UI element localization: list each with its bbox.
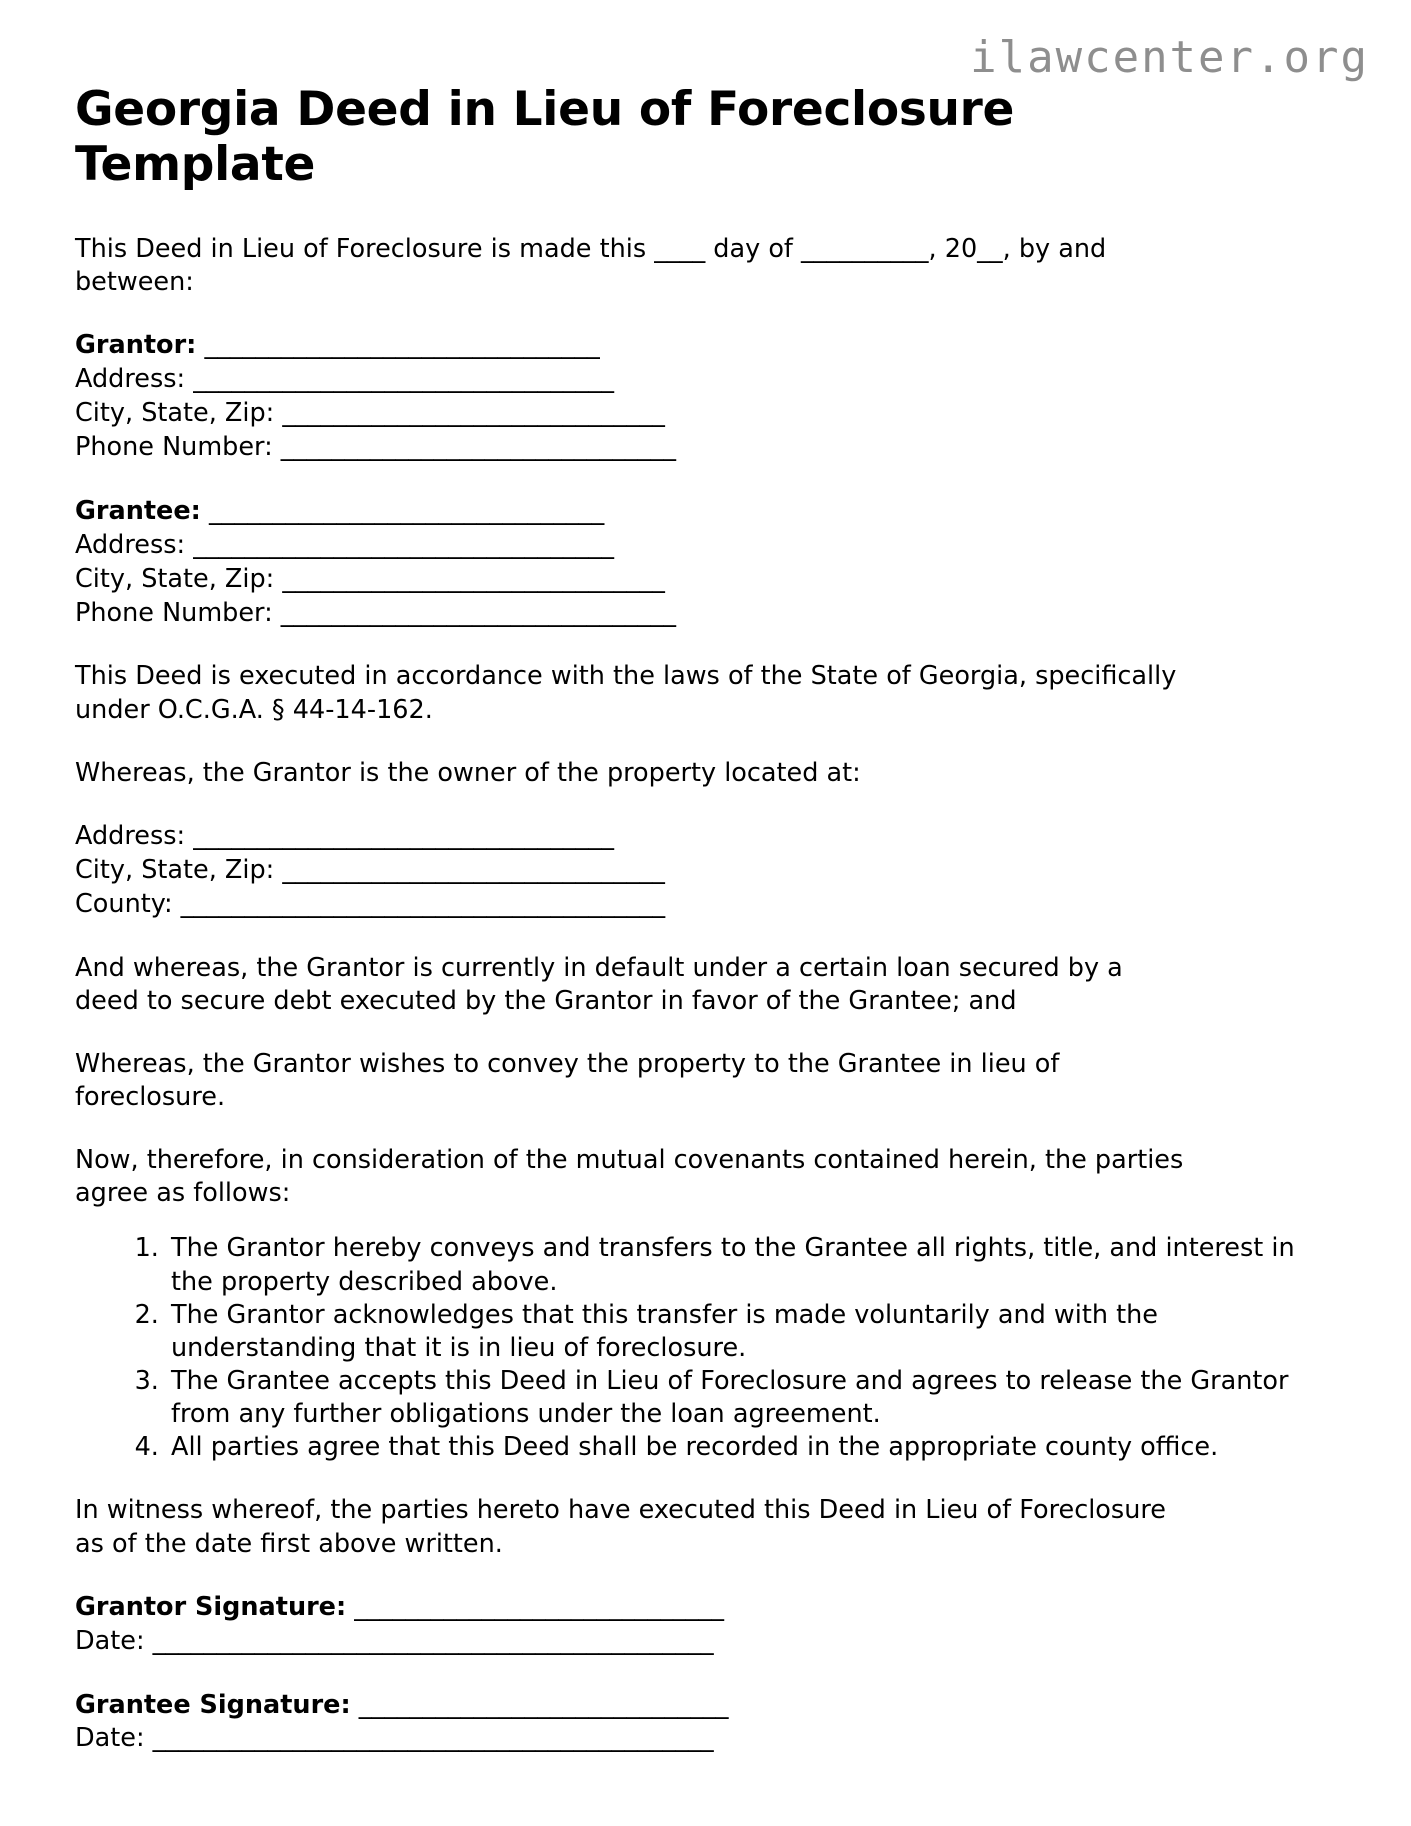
witness-paragraph: In witness whereof, the parties hereto have executed this Deed in Lieu of Foreclosure as of the date first above written.: [75, 1495, 1166, 1559]
property-address-line[interactable]: Address: _________________________________: [75, 820, 614, 851]
spacer: [75, 922, 1336, 952]
grantee-signature-rule[interactable]: _____________________________: [350, 1689, 729, 1720]
grantee-field-group: [75, 495, 1336, 631]
grantee-label: Grantee:: [75, 495, 201, 526]
property-county-line[interactable]: County: ______________________________________: [75, 888, 666, 919]
grantor-signature-rule[interactable]: _____________________________: [346, 1591, 725, 1622]
spacer: [75, 465, 1336, 495]
now-therefore-paragraph: Now, therefore, in consideration of the mutual covenants contained herein, the parties agree as follows:: [75, 1145, 1184, 1209]
statute-paragraph: This Deed is executed in accordance with the laws of the State of Georgia, specifically under O.C.G.A. § 44-14-162.: [75, 661, 1177, 725]
spacer: [75, 1114, 1336, 1144]
spacer: [75, 1561, 1336, 1591]
grantee-city-state-zip-line[interactable]: City, State, Zip: ______________________________: [75, 563, 665, 594]
property-city-state-zip-line[interactable]: City, State, Zip: ______________________________: [75, 854, 665, 885]
grantee-phone-line[interactable]: Phone Number: _______________________________: [75, 597, 677, 628]
site-watermark: ilawcenter.org: [970, 32, 1369, 83]
list-item: 2. The Grantor acknowledges that this transfer is made voluntarily and with the understanding that it is in lieu of foreclosure.: [167, 1299, 1297, 1365]
grantee-date-line[interactable]: Date: ____________________________________________: [75, 1723, 714, 1754]
whereas-owner-paragraph: Whereas, the Grantor is the owner of the property located at:: [75, 757, 861, 788]
grantor-city-state-zip-line[interactable]: City, State, Zip: ______________________________: [75, 398, 665, 428]
spacer: [75, 1210, 1336, 1232]
spacer: [75, 1659, 1336, 1689]
grantor-name-rule[interactable]: _______________________________: [196, 330, 600, 361]
grantee-name-line: [75, 495, 1336, 529]
spacer: [75, 193, 1336, 233]
terms-list: [75, 1232, 1297, 1464]
page-title: Georgia Deed in Lieu of Foreclosure Template: [75, 82, 1015, 193]
spacer: [75, 790, 1336, 820]
grantee-signature-group: [75, 1689, 1336, 1757]
grantor-signature-line: [75, 1591, 1336, 1625]
spacer: [75, 1464, 1336, 1494]
spacer: [75, 727, 1336, 757]
grantor-signature-group: [75, 1591, 1336, 1659]
spacer: [75, 299, 1336, 329]
grantee-signature-line: [75, 1689, 1336, 1723]
grantor-date-line[interactable]: Date: ____________________________________________: [75, 1625, 714, 1656]
intro-paragraph: This Deed in Lieu of Foreclosure is made this ____ day of __________, 20__, by and between:: [75, 233, 1107, 298]
grantee-signature-label: Grantee Signature:: [75, 1689, 351, 1720]
spacer: [75, 1018, 1336, 1048]
spacer: [75, 630, 1336, 660]
grantor-label: Grantor:: [75, 330, 197, 361]
grantor-field-group: [75, 329, 1336, 465]
grantee-name-rule[interactable]: _______________________________: [200, 495, 605, 526]
grantor-address-line[interactable]: Address: _________________________________: [75, 364, 614, 395]
list-item: 1. The Grantor hereby conveys and transfers to the Grantee all rights, title, and interest in the property described above.: [167, 1232, 1297, 1298]
list-item: 3. The Grantee accepts this Deed in Lieu of Foreclosure and agrees to release the Grantor from any further obligations under the loan agreement.: [167, 1365, 1297, 1431]
list-item: 4. All parties agree that this Deed shall be recorded in the appropriate county office.: [167, 1431, 1297, 1464]
property-field-group: [75, 820, 1336, 922]
grantor-phone-line[interactable]: Phone Number: _______________________________: [75, 431, 677, 462]
grantor-name-line: [75, 329, 1336, 363]
grantee-address-line[interactable]: Address: _________________________________: [75, 529, 614, 560]
default-paragraph: And whereas, the Grantor is currently in default under a certain loan secured by a deed to secure debt executed by the Grantor in favor of the Grantee; and: [75, 952, 1123, 1016]
grantor-signature-label: Grantor Signature:: [75, 1591, 347, 1622]
convey-paragraph: Whereas, the Grantor wishes to convey the property to the Grantee in lieu of foreclosure.: [75, 1048, 1060, 1112]
